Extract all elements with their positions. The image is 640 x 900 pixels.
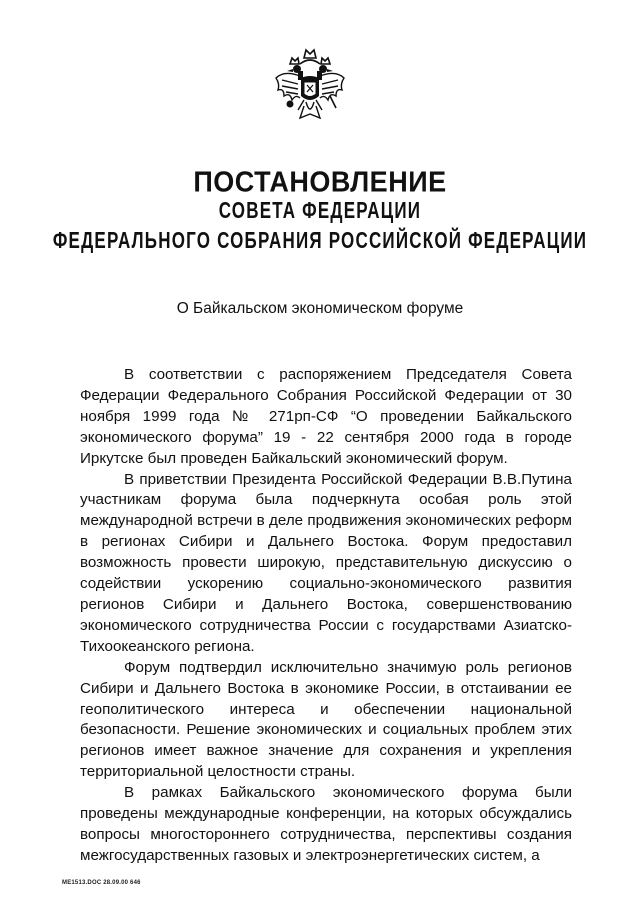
paragraph: В рамках Байкальского экономического форума были проведены международные конференции, на которых обсуждались вопросы многостороннего сотрудничества, перспективы создания межгосударственных газовых и электроэнергетических систем, а <box>80 784 572 864</box>
paragraph: Форум подтвердил исключительно значимую роль регионов Сибири и Дальнего Востока в экономике России, в отстаивании ее геополитического интереса и обеспечении национальной безопасности. Решение экономических и социальных проблем этих регионов имеет важное значение для сохранения и укрепления территориальной целостности страны. <box>80 658 572 781</box>
issuing-body-line-1: СОВЕТА ФЕДЕРАЦИИ <box>218 197 422 224</box>
russian-coat-of-arms-icon <box>270 44 350 136</box>
paragraph: В соответствии с распоряжением Председателя Совета Федерации Федерального Собрания Российской Федерации от 30 ноября 1999 года № 271рп-СФ “О проведении Байкальского экономического форума” 19 - 22 сентября 2000 года в городе Иркутске был проведен Байкальский экономический форум. <box>80 366 572 467</box>
document-body <box>80 365 572 867</box>
file-reference-code: ME1513.DOC 28.09.00 646 <box>62 880 141 886</box>
issuing-body-line-2: ФЕДЕРАЛЬНОГО СОБРАНИЯ РОССИЙСКОЙ ФЕДЕРАЦИИ <box>52 227 588 254</box>
paragraph: В приветствии Президента Российской Федерации В.В.Путина участникам форума была подчеркнута особая роль этой международной встречи в деле продвижения экономических реформ в регионах Сибири и Дальнего Востока. Форум предоставил возможность провести широкую, представительную дискуссию о содействии ускорению социально-экономического развития регионов Сибири и Дальнего Востока, совершенствованию экономического сотрудничества России с государствами Азиатско-Тихоокеанского региона. <box>80 470 572 655</box>
document-title: ПОСТАНОВЛЕНИЕ <box>193 166 447 198</box>
document-subject: О Байкальском экономическом форуме <box>176 300 464 317</box>
